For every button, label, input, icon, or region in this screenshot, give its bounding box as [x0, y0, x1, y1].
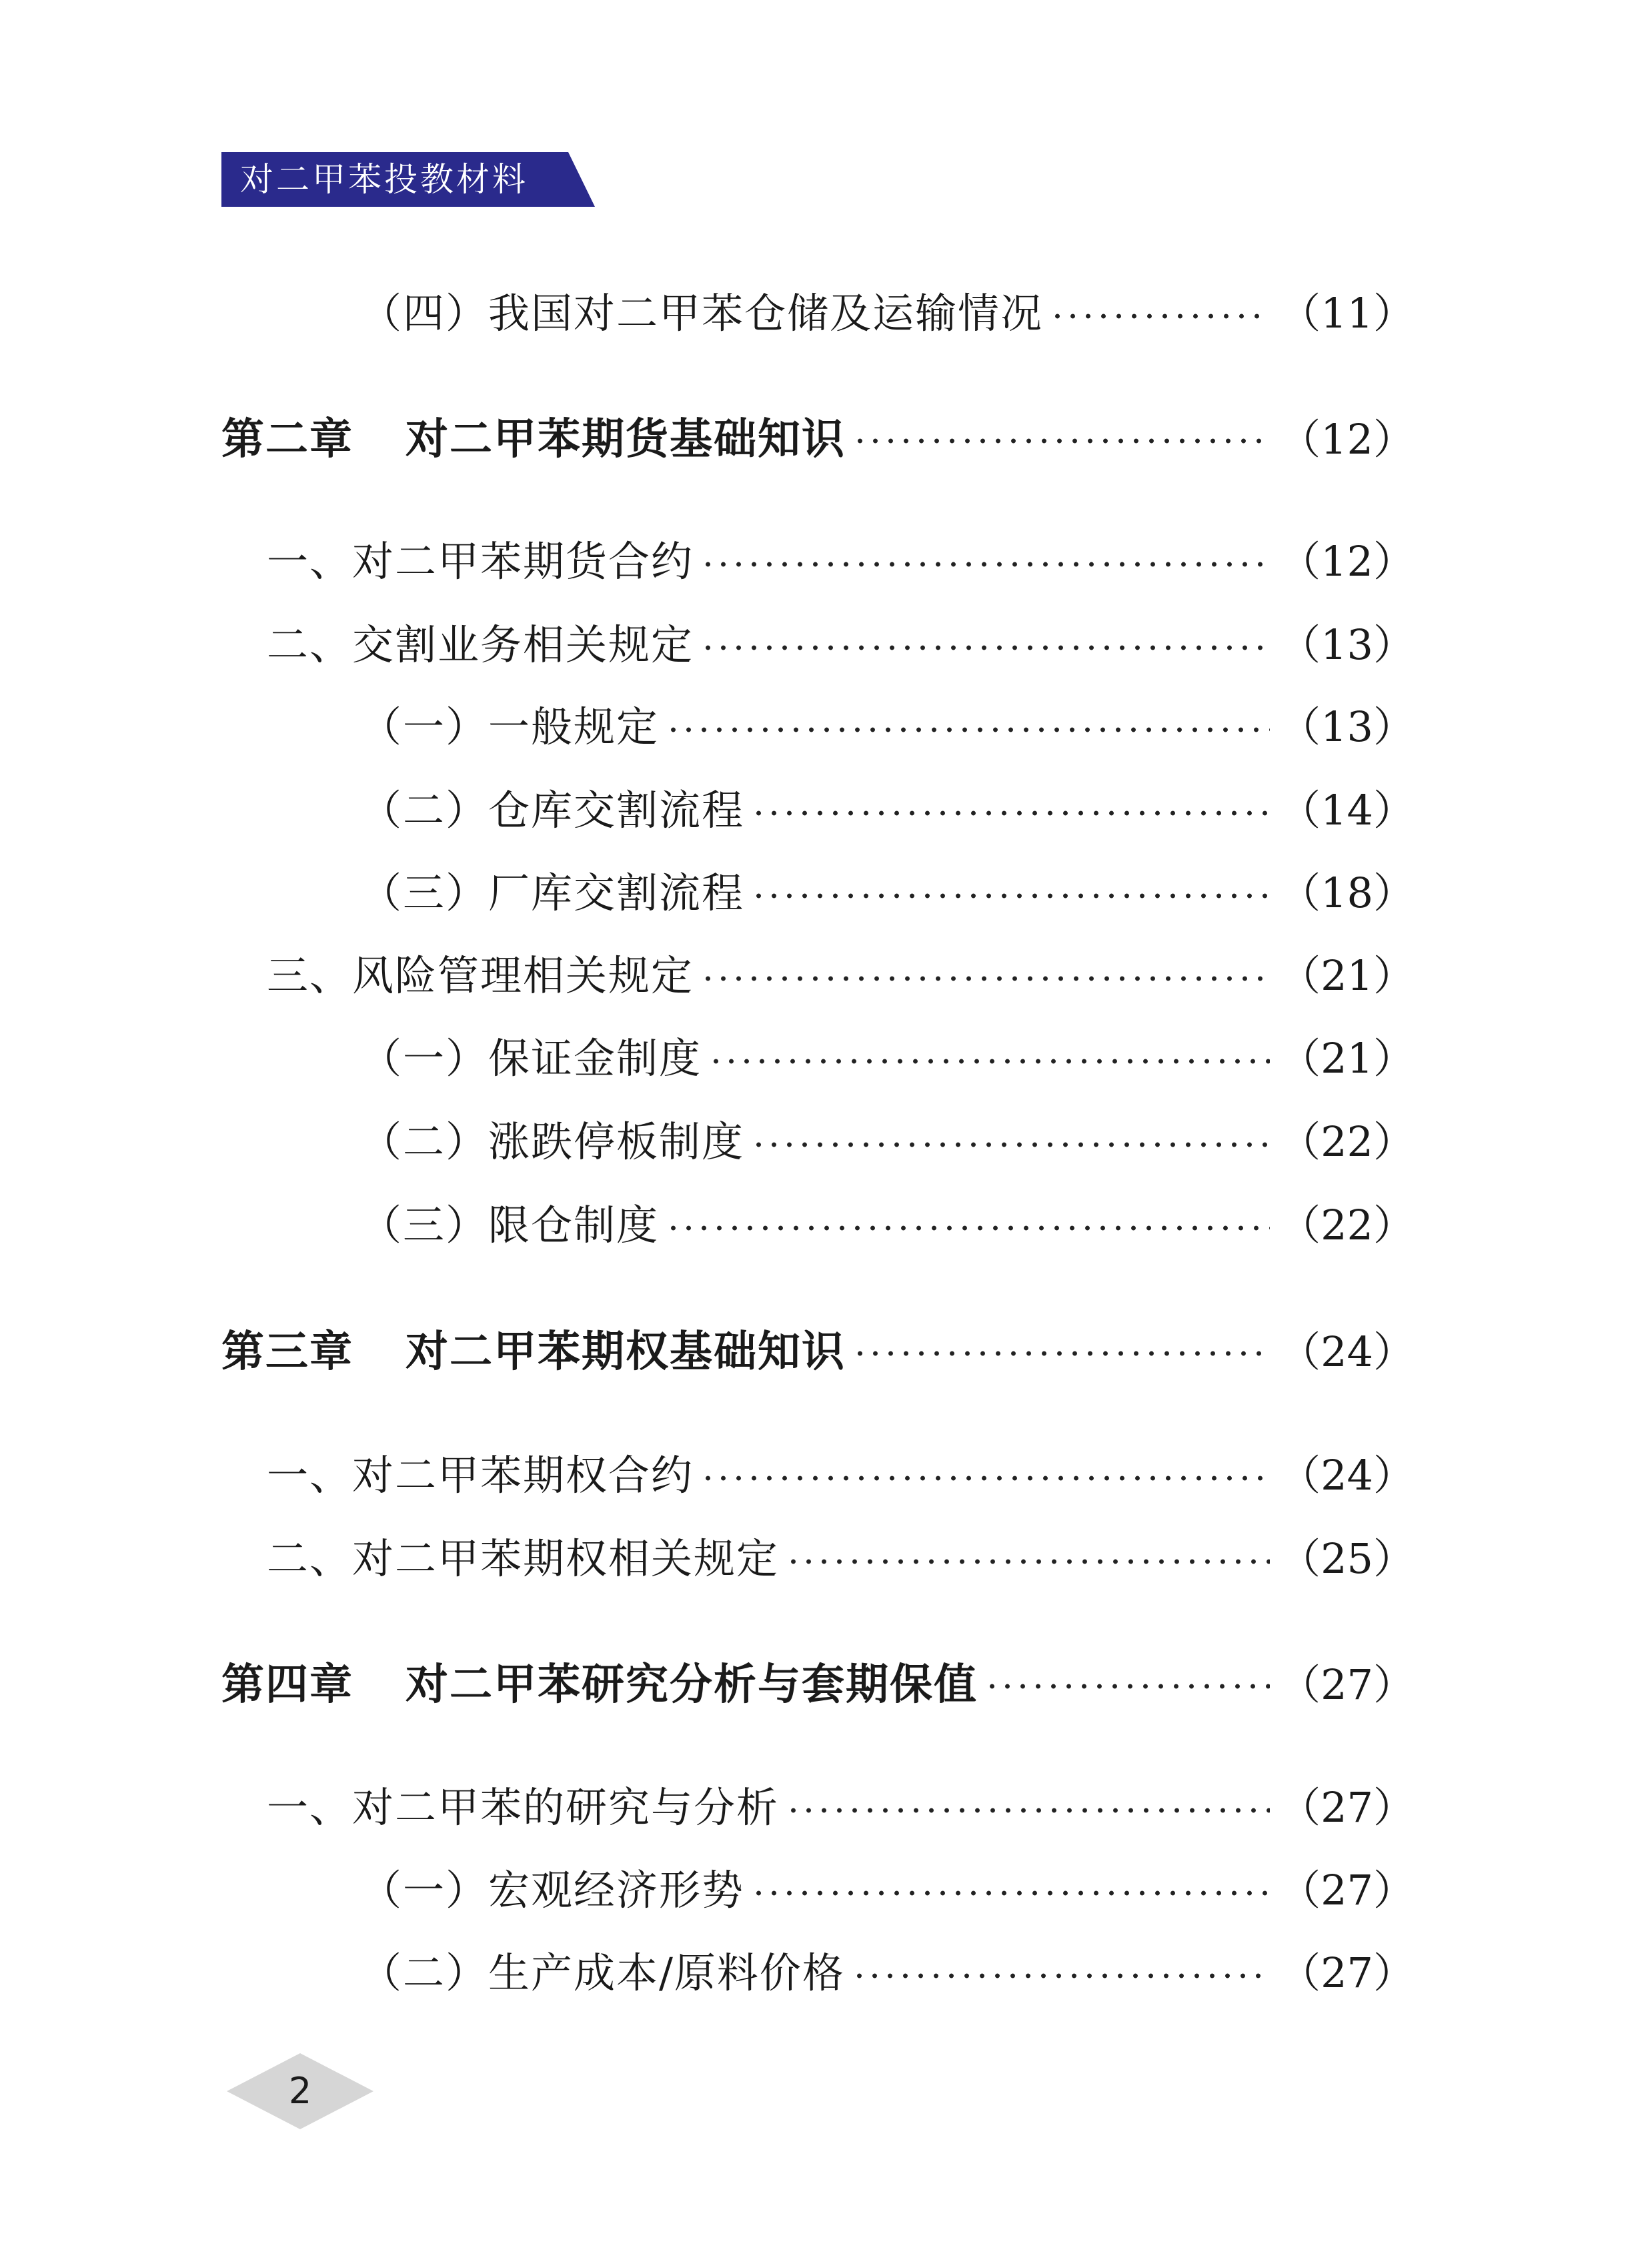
dot-leader	[751, 893, 1270, 899]
toc-entry-page: （27）	[1279, 1866, 1415, 1914]
toc-entry-page: （13）	[1279, 702, 1415, 751]
toc-chapter[interactable]	[221, 1317, 1415, 1377]
toc-entry-page: （24）	[1279, 1451, 1415, 1500]
toc-entry-title: 一、对二甲苯期货合约	[267, 537, 694, 586]
toc-entry-title: 一、对二甲苯的研究与分析	[267, 1783, 780, 1832]
toc-entry-title: （二）仓库交割流程	[360, 786, 745, 834]
dot-leader	[786, 1558, 1270, 1565]
toc-entry[interactable]	[360, 1940, 1415, 1997]
toc-entry[interactable]	[360, 1857, 1415, 1914]
toc-chapter-title: 对二甲苯期货基础知识	[405, 415, 846, 464]
dot-leader	[751, 810, 1270, 816]
toc-entry-page: （18）	[1279, 869, 1415, 917]
toc-chapter-title: 对二甲苯研究分析与套期保值	[405, 1660, 978, 1710]
toc-entry-title: 二、交割业务相关规定	[267, 620, 694, 669]
dot-leader	[700, 561, 1270, 568]
dot-leader	[751, 1141, 1270, 1148]
toc-entry-page: （21）	[1279, 1034, 1415, 1083]
toc-entry-page: （25）	[1279, 1534, 1415, 1583]
toc-entry-title: （一）保证金制度	[360, 1034, 702, 1083]
toc-entry[interactable]	[360, 1192, 1415, 1249]
toc-entry-page: （27）	[1279, 1660, 1415, 1709]
toc-entry-page: （27）	[1279, 1783, 1415, 1832]
dot-leader	[852, 1972, 1270, 1979]
dot-leader	[786, 1807, 1270, 1814]
toc-entry[interactable]	[360, 694, 1415, 751]
dot-leader	[700, 975, 1270, 982]
toc-entry[interactable]	[267, 1774, 1415, 1832]
toc-chapter-title: 对二甲苯期权基础知识	[405, 1327, 846, 1377]
header-title: 对二甲苯投教材料	[240, 160, 528, 199]
toc-entry[interactable]	[360, 1109, 1415, 1166]
toc-entry-page: （24）	[1279, 1327, 1415, 1376]
toc-entry-title: （三）限仓制度	[360, 1201, 660, 1249]
dot-leader	[708, 1058, 1270, 1065]
toc-entry-title: 二、对二甲苯期权相关规定	[267, 1534, 780, 1583]
dot-leader	[700, 644, 1270, 651]
toc-entry[interactable]	[360, 777, 1415, 834]
toc-entry[interactable]	[267, 943, 1415, 1000]
toc-chapter[interactable]	[221, 1650, 1415, 1710]
toc-entry[interactable]	[267, 528, 1415, 586]
toc-chapter[interactable]	[221, 405, 1415, 464]
dot-leader	[700, 1475, 1270, 1482]
toc-entry[interactable]	[267, 612, 1415, 669]
toc-entry-title: 一、对二甲苯期权合约	[267, 1451, 694, 1500]
dot-leader	[852, 1350, 1270, 1357]
toc-entry[interactable]	[267, 1526, 1415, 1583]
dot-leader	[1050, 313, 1270, 320]
toc-entry-title: （二）生产成本/原料价格	[360, 1948, 845, 1997]
toc-entry-title: （一）一般规定	[360, 702, 660, 751]
toc-entry-page: （21）	[1279, 951, 1415, 1000]
toc-entry-page: （11）	[1279, 289, 1415, 338]
dot-leader	[666, 726, 1270, 733]
dot-leader	[751, 1890, 1270, 1896]
toc-entry[interactable]	[267, 1442, 1415, 1500]
chapter-number: 第二章	[221, 415, 353, 464]
toc-entry-page: （27）	[1279, 1948, 1415, 1997]
toc-entry-title: （一）宏观经济形势	[360, 1866, 745, 1914]
toc-entry-title: 三、风险管理相关规定	[267, 951, 694, 1000]
toc-entry-title: （三）厂库交割流程	[360, 869, 745, 917]
header-tab	[221, 152, 595, 207]
toc-entry[interactable]	[360, 1025, 1415, 1083]
dot-leader	[852, 438, 1270, 444]
toc-entry[interactable]	[360, 280, 1415, 338]
toc-entry-title: （四）我国对二甲苯仓储及运输情况	[360, 289, 1044, 338]
toc-entry-page: （22）	[1279, 1201, 1415, 1249]
toc-entry-page: （14）	[1279, 786, 1415, 834]
chapter-number: 第三章	[221, 1327, 353, 1377]
page-number: 2	[288, 2070, 312, 2112]
toc-entry-title: （二）涨跌停板制度	[360, 1117, 745, 1166]
dot-leader	[984, 1683, 1270, 1690]
toc-entry-page: （22）	[1279, 1117, 1415, 1166]
toc-entry[interactable]	[360, 860, 1415, 917]
toc-entry-page: （12）	[1279, 415, 1415, 464]
chapter-number: 第四章	[221, 1660, 353, 1710]
toc-entry-page: （12）	[1279, 537, 1415, 586]
toc-entry-page: （13）	[1279, 620, 1415, 669]
dot-leader	[666, 1225, 1270, 1231]
